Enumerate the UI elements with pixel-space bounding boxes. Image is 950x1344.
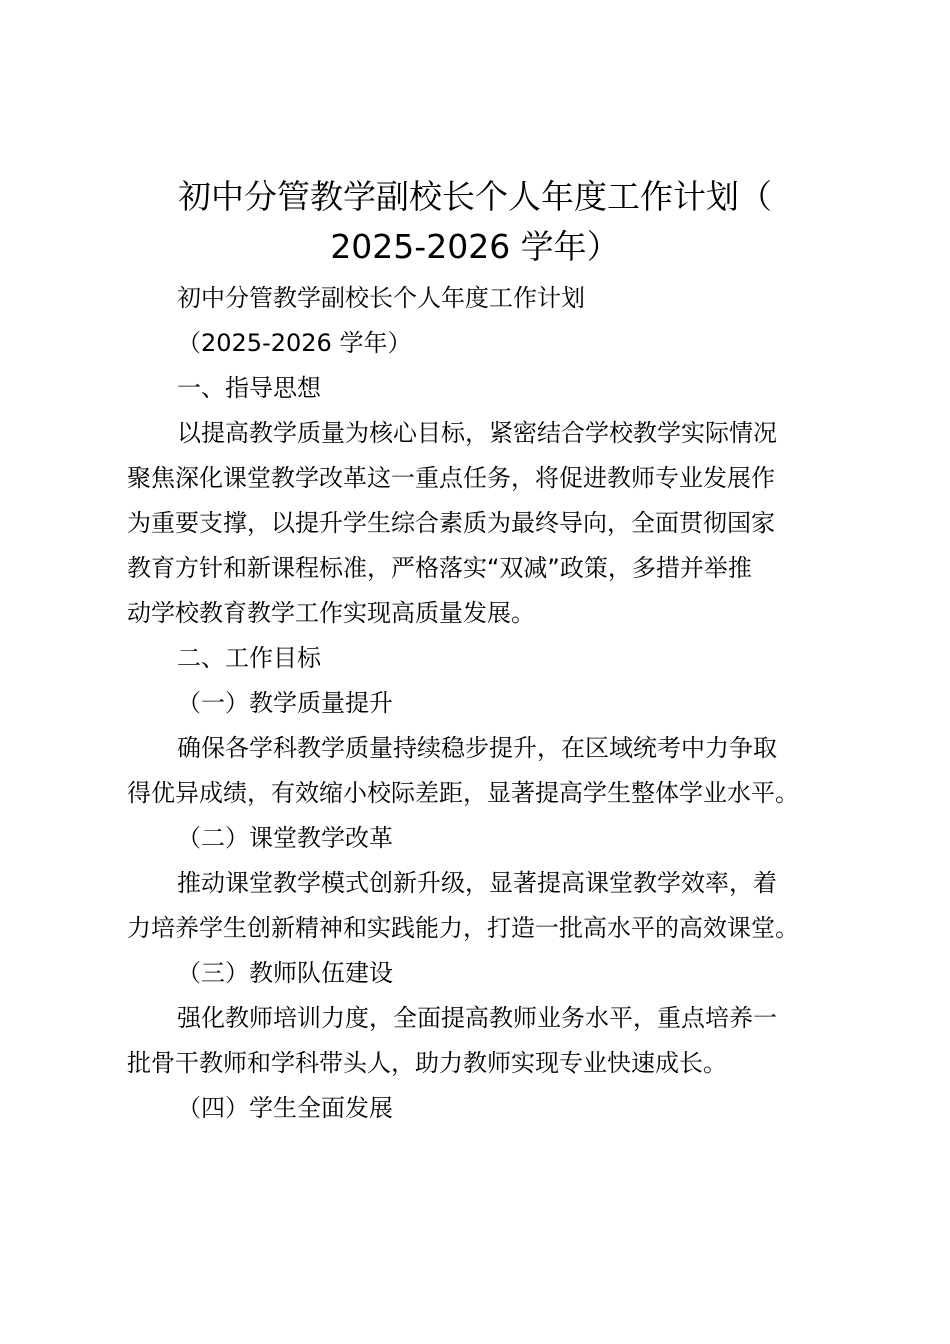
section-heading-2: 二、工作目标 — [177, 644, 321, 672]
paragraph-line: 得优异成绩，有效缩小校际差距，显著提高学生整体学业水平。 — [127, 779, 799, 807]
paragraph-line: 力培养学生创新精神和实践能力，打造一批高水平的高效课堂。 — [127, 914, 799, 942]
subtitle: 初中分管教学副校长个人年度工作计划 — [177, 284, 585, 312]
goal-heading-3: （三）教师队伍建设 — [177, 959, 393, 987]
paragraph-line: 教育方针和新课程标准，严格落实“双减”政策，多措并举推 — [127, 554, 752, 582]
paragraph-goal-3 — [127, 996, 837, 1086]
paragraph-line: 动学校教育教学工作实现高质量发展。 — [127, 599, 535, 627]
paragraph-guiding-ideology — [127, 411, 837, 636]
goal-heading-1: （一）教学质量提升 — [177, 689, 393, 717]
paragraph-line: 聚焦深化课堂教学改革这一重点任务，将促进教师专业发展作 — [127, 464, 775, 492]
paragraph-line: 推动课堂教学模式创新升级，显著提高课堂教学效率，着 — [177, 869, 777, 897]
paragraph-line: 强化教师培训力度，全面提高教师业务水平，重点培养一 — [177, 1004, 777, 1032]
paragraph-line: 为重要支撑，以提升学生综合素质为最终导向，全面贯彻国家 — [127, 509, 775, 537]
paragraph-line: 批骨干教师和学科带头人，助力教师实现专业快速成长。 — [127, 1049, 727, 1077]
document-body — [127, 276, 837, 1131]
document-title-line-1: 初中分管教学副校长个人年度工作计划（ — [178, 177, 772, 216]
section-heading-1: 一、指导思想 — [177, 374, 321, 402]
goal-heading-2: （二）课堂教学改革 — [177, 824, 393, 852]
paragraph-goal-1 — [127, 726, 837, 816]
document-title-line-2: 2025-2026 学年） — [330, 227, 620, 266]
paragraph-goal-2 — [127, 861, 837, 951]
goal-heading-4: （四）学生全面发展 — [177, 1094, 393, 1122]
paragraph-line: 以提高教学质量为核心目标，紧密结合学校教学实际情况 — [177, 419, 777, 447]
subtitle-year: （2025-2026 学年） — [177, 329, 412, 357]
paragraph-line: 确保各学科教学质量持续稳步提升，在区域统考中力争取 — [177, 734, 777, 762]
